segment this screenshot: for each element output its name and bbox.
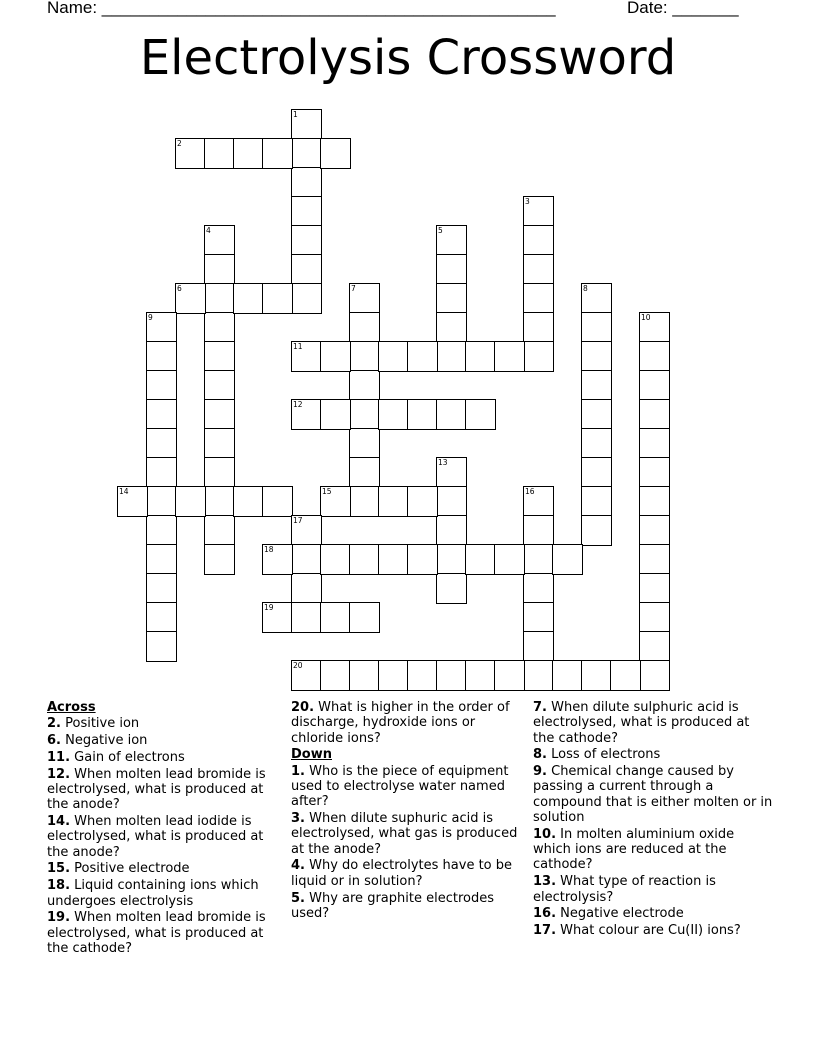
crossword-cell[interactable]: [407, 341, 438, 372]
clue-number: 4.: [291, 858, 305, 874]
date-field-label: Date: _______: [627, 0, 739, 17]
crossword-cell[interactable]: [581, 341, 612, 372]
crossword-cell[interactable]: [639, 544, 670, 575]
down-heading: Down: [291, 747, 332, 763]
crossword-cell[interactable]: [378, 544, 409, 575]
clue-number: 7.: [533, 700, 547, 715]
crossword-cell[interactable]: [262, 486, 293, 517]
crossword-cell[interactable]: [320, 399, 351, 430]
crossword-cell[interactable]: [204, 457, 235, 488]
crossword-cell[interactable]: [639, 602, 670, 633]
clue-number: 3.: [291, 811, 305, 827]
crossword-cell[interactable]: [436, 486, 467, 517]
clue-number: 10.: [533, 826, 557, 842]
crossword-cell[interactable]: [204, 341, 235, 372]
clue-number: 18.: [47, 878, 71, 894]
clue-number-label: 6: [177, 284, 182, 293]
clue-number: 12.: [47, 766, 71, 782]
crossword-cell[interactable]: [436, 312, 467, 343]
clue-text: Positive ion: [60, 716, 140, 732]
crossword-cell[interactable]: [465, 399, 496, 430]
crossword-cell[interactable]: [581, 486, 612, 517]
clues-column-3: [533, 700, 773, 940]
clue-text: When molten lead bromide is electrolysed, what is produced at the cathode?: [47, 910, 266, 956]
crossword-cell[interactable]: [581, 660, 612, 691]
across-clue: [47, 910, 283, 956]
crossword-cell[interactable]: [146, 515, 177, 546]
crossword-cell[interactable]: [523, 283, 554, 314]
crossword-cell[interactable]: [204, 399, 235, 430]
crossword-cell[interactable]: [262, 283, 293, 314]
clue-text: Why do electrolytes have to be liquid or in solution?: [291, 858, 513, 889]
crossword-cell[interactable]: [523, 225, 554, 256]
clue-number-label: 19: [264, 603, 274, 612]
clue-text: When molten lead iodide is electrolysed, what is produced at the anode?: [47, 814, 264, 860]
clue-number-label: 12: [293, 400, 303, 409]
crossword-cell[interactable]: [436, 283, 467, 314]
clue-text: Chemical change caused by passing a current through a compound that is either molten or in solution: [533, 764, 773, 826]
clue-text: Negative ion: [60, 733, 148, 749]
crossword-cell[interactable]: [639, 428, 670, 459]
crossword-cell[interactable]: [523, 341, 554, 372]
crossword-cell[interactable]: [436, 660, 467, 691]
clue-number: 16.: [533, 906, 557, 922]
clue-text: What type of reaction is electrolysis?: [533, 874, 716, 905]
name-field-label: Name: ________________________________________________: [47, 0, 556, 17]
crossword-cell[interactable]: [349, 486, 380, 517]
crossword-cell[interactable]: [291, 573, 322, 604]
crossword-cell[interactable]: [465, 341, 496, 372]
down-clue: [291, 858, 527, 889]
clue-text: Who is the piece of equipment used to electrolyse water named after?: [291, 763, 509, 810]
clue-text: What colour are Cu(II) ions?: [556, 923, 741, 939]
clue-text: Gain of electrons: [70, 749, 185, 765]
down-clue: [291, 764, 527, 810]
clue-number: 11.: [47, 749, 71, 765]
clue-number: 15.: [47, 861, 71, 877]
down-clue: [291, 891, 527, 922]
clues-column-2: [291, 700, 527, 923]
crossword-cell[interactable]: [523, 660, 554, 691]
crossword-cell[interactable]: [349, 312, 380, 343]
crossword-cell[interactable]: [494, 660, 525, 691]
crossword-cell[interactable]: [146, 602, 177, 633]
across-clue: [47, 733, 283, 748]
clue-number: 9.: [533, 764, 547, 780]
clue-text: When dilute suphuric acid is electrolysed, what gas is produced at the anode?: [291, 811, 518, 857]
crossword-cell[interactable]: [146, 341, 177, 372]
crossword-cell[interactable]: [262, 138, 293, 169]
clue-text: Negative electrode: [556, 906, 684, 922]
crossword-cell[interactable]: [581, 428, 612, 459]
clue-number: 14.: [47, 814, 71, 830]
crossword-cell[interactable]: [320, 660, 351, 691]
clue-text: Positive electrode: [70, 861, 190, 877]
clue-number: 5.: [291, 890, 305, 906]
crossword-cell[interactable]: [639, 660, 670, 691]
crossword-cell[interactable]: [639, 515, 670, 546]
crossword-cell[interactable]: [320, 544, 351, 575]
crossword-cell[interactable]: [639, 399, 670, 430]
clue-number-label: 15: [322, 487, 332, 496]
crossword-cell[interactable]: [291, 254, 322, 285]
across-clue: [47, 716, 283, 731]
clue-number-label: 9: [148, 313, 153, 322]
clue-number-label: 16: [525, 487, 535, 496]
crossword-cell[interactable]: [610, 660, 641, 691]
crossword-cell[interactable]: [175, 486, 206, 517]
crossword-cell[interactable]: [320, 138, 351, 169]
crossword-cell[interactable]: [581, 370, 612, 401]
crossword-cell[interactable]: [581, 457, 612, 488]
crossword-cell[interactable]: [436, 544, 467, 575]
clue-number: 19.: [47, 910, 71, 926]
crossword-cell[interactable]: [523, 602, 554, 633]
clue-number: 1.: [291, 763, 305, 779]
crossword-cell[interactable]: [204, 544, 235, 575]
crossword-cell[interactable]: [523, 254, 554, 285]
crossword-cell[interactable]: [233, 138, 264, 169]
crossword-cell[interactable]: [436, 399, 467, 430]
down-clue: [291, 811, 527, 857]
down-clue: [533, 827, 773, 873]
crossword-cell[interactable]: [349, 602, 380, 633]
crossword-cell[interactable]: [204, 254, 235, 285]
clue-number: 2.: [47, 716, 61, 732]
crossword-cell[interactable]: [146, 486, 177, 517]
down-clue: [533, 764, 773, 825]
across-clue: [47, 861, 283, 876]
crossword-cell[interactable]: [233, 486, 264, 517]
crossword-cell[interactable]: [349, 399, 380, 430]
crossword-cell[interactable]: [552, 660, 583, 691]
crossword-cell[interactable]: [320, 341, 351, 372]
clue-number-label: 18: [264, 545, 274, 554]
clue-number-label: 3: [525, 197, 530, 206]
crossword-cell[interactable]: [146, 457, 177, 488]
crossword-cell[interactable]: [523, 544, 554, 575]
crossword-cell[interactable]: [233, 283, 264, 314]
crossword-cell[interactable]: [349, 428, 380, 459]
crossword-cell[interactable]: [407, 544, 438, 575]
crossword-cell[interactable]: [581, 312, 612, 343]
across-clue: [47, 814, 283, 860]
crossword-cell[interactable]: [407, 399, 438, 430]
clue-text: Loss of electrons: [546, 747, 661, 763]
crossword-cell[interactable]: [465, 544, 496, 575]
crossword-cell[interactable]: [639, 457, 670, 488]
crossword-cell[interactable]: [146, 399, 177, 430]
clue-number: 8.: [533, 747, 547, 763]
clue-text: What is higher in the order of discharge, hydroxide ions or chloride ions?: [291, 700, 510, 746]
crossword-cell[interactable]: [436, 515, 467, 546]
crossword-cell[interactable]: [378, 486, 409, 517]
clue-text: In molten aluminium oxide which ions are reduced at the cathode?: [533, 826, 735, 873]
crossword-cell[interactable]: [204, 312, 235, 343]
crossword-cell[interactable]: [436, 254, 467, 285]
clue-number-label: 7: [351, 284, 356, 293]
crossword-cell[interactable]: [204, 283, 235, 314]
across-heading: Across: [47, 700, 96, 715]
crossword-cell[interactable]: [146, 544, 177, 575]
clue-number-label: 14: [119, 487, 129, 496]
crossword-cell[interactable]: [639, 631, 670, 662]
down-clue: [533, 874, 773, 905]
clue-number-label: 20: [293, 661, 303, 670]
clue-number-label: 5: [438, 226, 443, 235]
crossword-cell[interactable]: [581, 515, 612, 546]
clue-number-label: 2: [177, 139, 182, 148]
crossword-cell[interactable]: [436, 573, 467, 604]
clue-number-label: 8: [583, 284, 588, 293]
clue-number: 17.: [533, 923, 557, 939]
clue-number-label: 1: [293, 110, 298, 119]
clue-number: 20.: [291, 700, 315, 715]
crossword-cell[interactable]: [407, 660, 438, 691]
crossword-cell[interactable]: [465, 660, 496, 691]
clue-number-label: 4: [206, 226, 211, 235]
crossword-cell[interactable]: [146, 631, 177, 662]
crossword-cell[interactable]: [523, 631, 554, 662]
crossword-cell[interactable]: [291, 138, 322, 169]
clues-column-1: [47, 700, 283, 958]
clue-number-label: 13: [438, 458, 448, 467]
crossword-cell[interactable]: [494, 341, 525, 372]
across-clue: [47, 878, 283, 909]
clue-number: 6.: [47, 733, 61, 749]
crossword-cell[interactable]: [639, 486, 670, 517]
crossword-cell[interactable]: [291, 602, 322, 633]
down-clue: [533, 923, 773, 938]
across-clue: [291, 700, 527, 746]
crossword-cell[interactable]: [523, 515, 554, 546]
crossword-cell[interactable]: [291, 167, 322, 198]
crossword-cell[interactable]: [349, 370, 380, 401]
crossword-cell[interactable]: [291, 225, 322, 256]
crossword-cell[interactable]: [204, 138, 235, 169]
crossword-cell[interactable]: [378, 399, 409, 430]
page-title: Electrolysis Crossword: [139, 30, 677, 86]
crossword-cell[interactable]: [639, 341, 670, 372]
crossword-cell[interactable]: [407, 486, 438, 517]
across-clue: [47, 767, 283, 813]
clue-text: When molten lead bromide is electrolysed, what is produced at the anode?: [47, 766, 266, 813]
crossword-cell[interactable]: [639, 370, 670, 401]
crossword-cell[interactable]: [291, 544, 322, 575]
crossword-cell[interactable]: [320, 602, 351, 633]
crossword-cell[interactable]: [146, 573, 177, 604]
crossword-cell[interactable]: [581, 399, 612, 430]
crossword-cell[interactable]: [523, 573, 554, 604]
crossword-cell[interactable]: [204, 428, 235, 459]
crossword-cell[interactable]: [291, 283, 322, 314]
crossword-cell[interactable]: [349, 341, 380, 372]
clue-number-label: 17: [293, 516, 303, 525]
clue-number: 13.: [533, 874, 557, 890]
crossword-cell[interactable]: [523, 312, 554, 343]
across-clue: [47, 750, 283, 765]
crossword-cell[interactable]: [204, 515, 235, 546]
crossword-cell[interactable]: [349, 457, 380, 488]
clue-text: When dilute sulphuric acid is electrolysed, what is produced at the cathode?: [533, 700, 750, 746]
crossword-cell[interactable]: [552, 544, 583, 575]
crossword-cell[interactable]: [146, 428, 177, 459]
clue-number-label: 10: [641, 313, 651, 322]
down-clue: [533, 700, 773, 746]
crossword-cell[interactable]: [146, 370, 177, 401]
crossword-cell[interactable]: [494, 544, 525, 575]
crossword-cell[interactable]: [378, 341, 409, 372]
clue-number-label: 11: [293, 342, 303, 351]
crossword-cell[interactable]: [639, 573, 670, 604]
clue-text: Liquid containing ions which undergoes electrolysis: [47, 878, 259, 909]
crossword-cell[interactable]: [436, 341, 467, 372]
crossword-cell[interactable]: [378, 660, 409, 691]
crossword-cell[interactable]: [204, 370, 235, 401]
down-clue: [533, 747, 773, 762]
crossword-cell[interactable]: [349, 544, 380, 575]
crossword-cell[interactable]: [349, 660, 380, 691]
crossword-cell[interactable]: [291, 196, 322, 227]
crossword-cell[interactable]: [204, 486, 235, 517]
down-clue: [533, 906, 773, 921]
clue-text: Why are graphite electrodes used?: [291, 890, 494, 921]
